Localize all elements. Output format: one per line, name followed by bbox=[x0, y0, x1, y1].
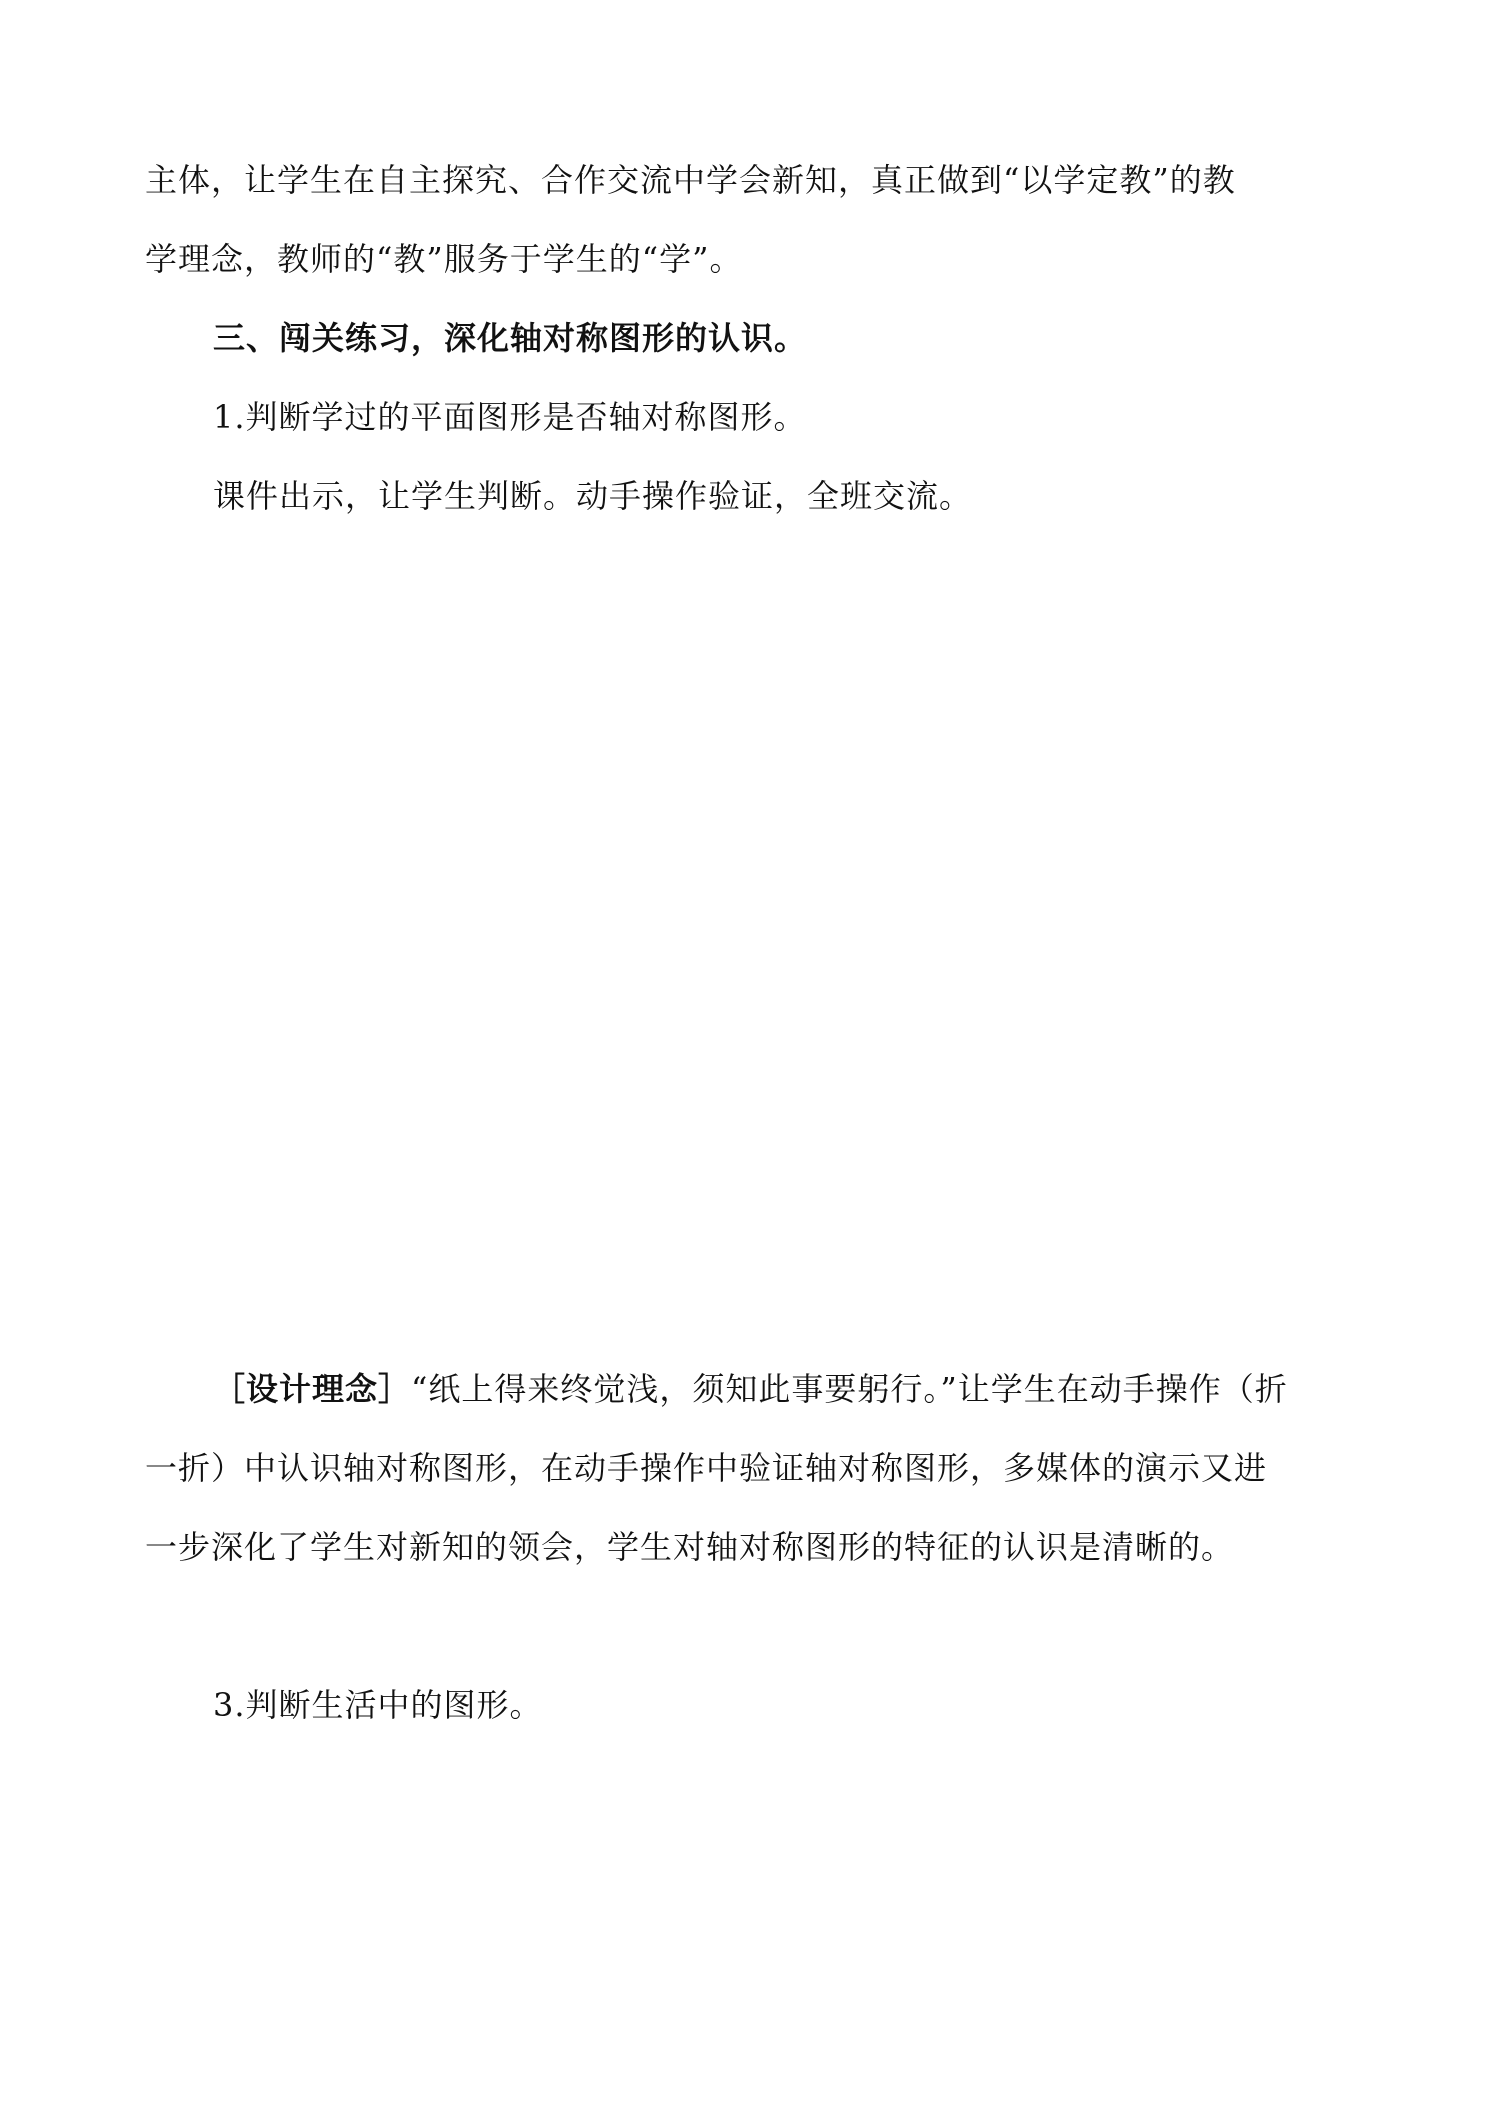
list-item-description: 课件出示，让学生判断。动手操作验证，全班交流。 bbox=[213, 477, 973, 515]
design-note-tag: ［设计理念］ bbox=[213, 1370, 412, 1408]
design-note-line: 一折）中认识轴对称图形，在动手操作中验证轴对称图形，多媒体的演示又进 bbox=[145, 1449, 1268, 1487]
list-item-title: 3.判断生活中的图形。 bbox=[213, 1686, 543, 1724]
list-item-title: 1.判断学过的平面图形是否轴对称图形。 bbox=[213, 398, 807, 436]
section-heading: 三、闯关练习，深化轴对称图形的认识。 bbox=[213, 319, 808, 357]
paragraph-line: 主体，让学生在自主探究、合作交流中学会新知，真正做到“以学定教”的教 bbox=[145, 161, 1236, 199]
design-note-line bbox=[213, 1367, 1288, 1411]
paragraph-line: 学理念，教师的“教”服务于学生的“学”。 bbox=[145, 240, 743, 278]
design-note-line: 一步深化了学生对新知的领会，学生对轴对称图形的特征的认识是清晰的。 bbox=[145, 1528, 1235, 1566]
design-note-text: “纸上得来终觉浅，须知此事要躬行。”让学生在动手操作（折 bbox=[411, 1370, 1288, 1408]
